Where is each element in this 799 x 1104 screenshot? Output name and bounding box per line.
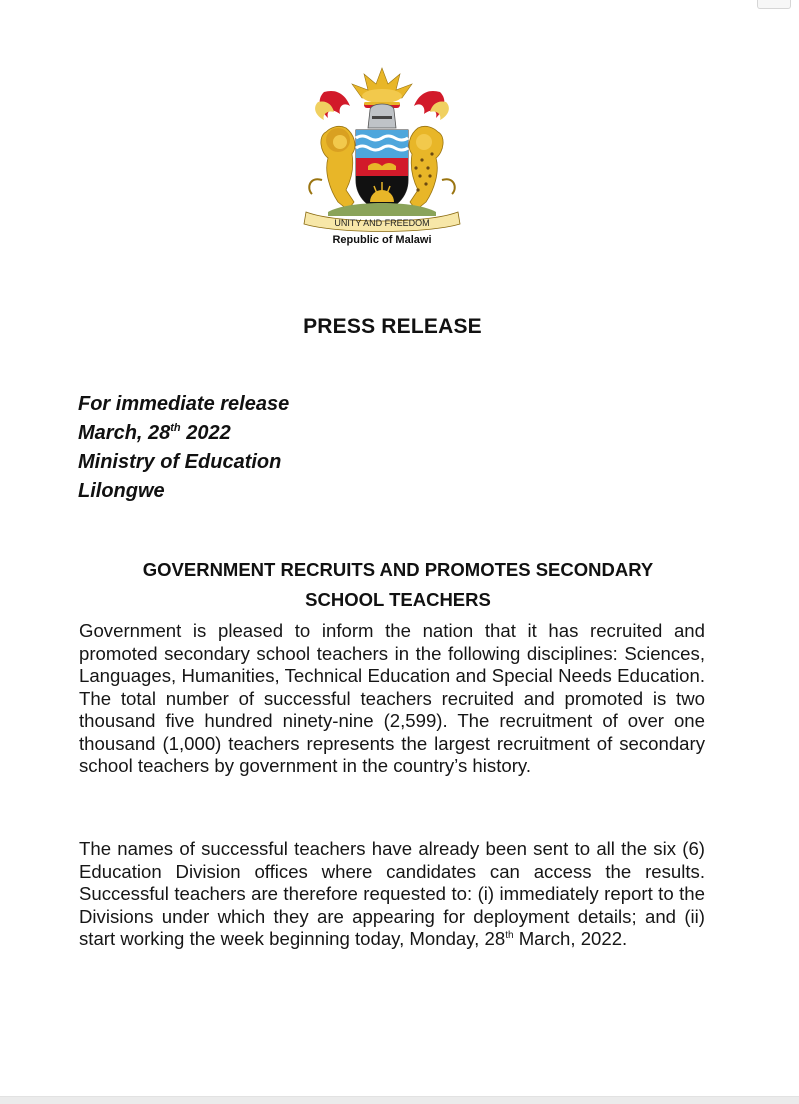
motto-text: UNITY AND FREEDOM (334, 218, 430, 228)
paragraph-2-sup: th (505, 930, 514, 941)
city-name: Lilongwe (78, 480, 165, 502)
release-date-sup: th (170, 422, 181, 434)
release-date (78, 419, 289, 448)
paragraph-2 (79, 838, 705, 951)
headline-line-1: GOVERNMENT RECRUITS AND PROMOTES SECONDARY (142, 559, 654, 580)
headline-line-2: SCHOOL TEACHERS (305, 589, 491, 610)
page-title: PRESS RELEASE (303, 315, 482, 338)
shield (356, 130, 408, 212)
emblem-caption: Republic of Malawi (332, 234, 432, 246)
headline (90, 555, 706, 615)
bottom-bar (0, 1096, 799, 1104)
paragraph-2-main: The names of successful teachers have already been sent to all the six (6) Education Division offices where candidates can access the results. Successful teachers are therefore requested to: (i) immediately report to the Divisions under which they are appearing for deployment details; and (ii) start working the week beginning today, Monday, 28 (79, 838, 705, 949)
paragraph-1: Government is pleased to inform the nation that it has recruited and promoted secondary school teachers in the following disciplines: Sciences, Languages, Humanities, Technical Education and Special Needs Education. The total number of successful teachers recruited and promoted is two thousand five hundred ninety-nine (2,599). The recruitment of over one thousand (1,000) teachers represents the largest recruitment of secondary school teachers by government in the country’s history. (79, 620, 705, 776)
lion-supporter (309, 126, 355, 210)
release-date-year: 2022 (180, 422, 231, 444)
leopard-supporter (409, 126, 455, 210)
release-date-prefix: March, 28 (78, 422, 171, 444)
ministry-name: Ministry of Education (78, 451, 282, 473)
crest-sun (352, 68, 412, 103)
paragraph-2-end: March, 2022. (513, 928, 628, 949)
malawi-coat-of-arms-icon (298, 62, 466, 232)
release-note: For immediate release (78, 393, 290, 415)
release-meta (78, 390, 289, 506)
page-corner-tab[interactable] (757, 0, 791, 9)
